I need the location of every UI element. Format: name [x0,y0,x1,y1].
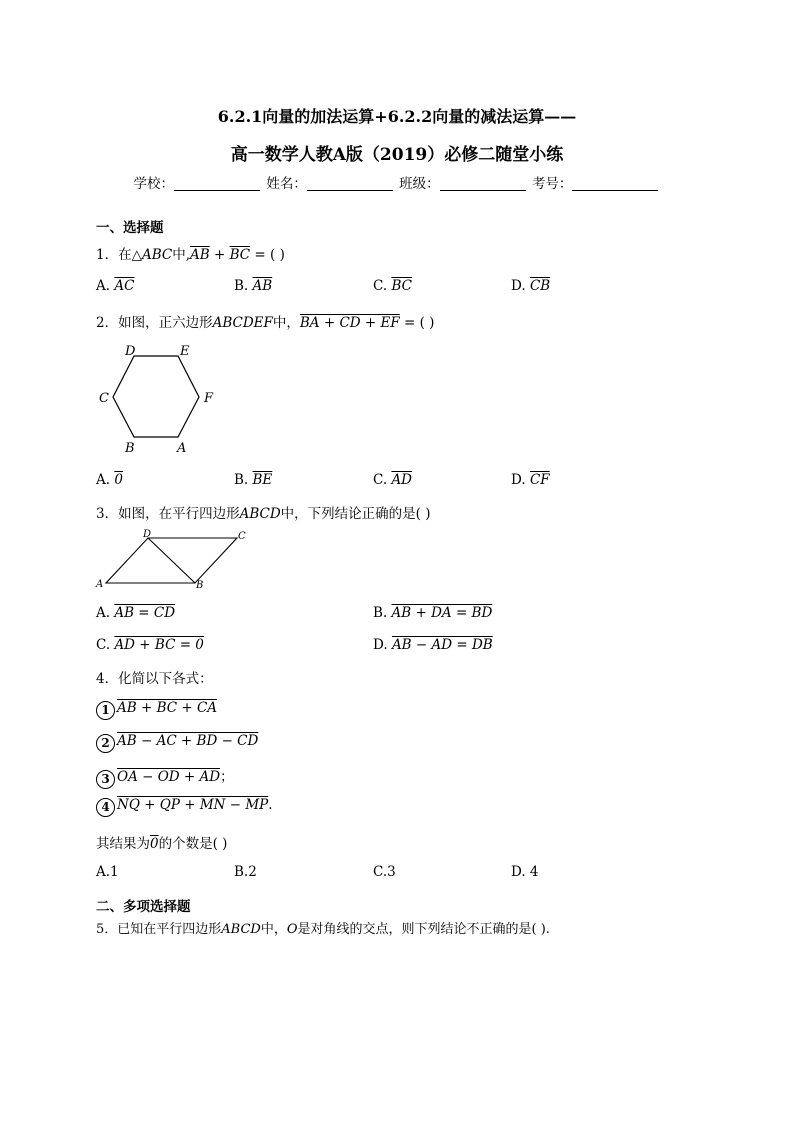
hex-label-a: A [177,441,187,456]
question-4-stem: 4．化简以下各式： [96,671,213,687]
parallelogram-figure [92,528,252,592]
q1-option-c[interactable]: C. $\overline{BC}$ [373,278,412,294]
para-label-a: A [96,579,104,590]
q2-option-b[interactable]: B. $\overline{BE}$ [234,472,273,488]
q4-option-c[interactable]: C.3 [373,864,396,880]
section-1-heading: 一、选择题 [96,220,164,236]
school-label: 学校： [133,176,175,192]
circled-number-4: 4 [96,798,115,817]
question-1-stem: 1．在△ABC中$,\overline{AB} + \overline{BC}$ = ( ) [96,247,285,263]
q2-option-a[interactable]: A. 0 [96,472,123,488]
hex-label-e: E [180,344,190,359]
question-3-stem: 3．如图，在平行四边形ABCD中，下列结论正确的是( ) [96,506,431,522]
hex-label-f: F [204,391,214,406]
class-label: 班级： [399,176,440,192]
school-blank[interactable] [174,176,260,191]
section-2-heading: 二、多项选择题 [96,899,191,915]
student-info-row [0,172,794,192]
q3-option-c[interactable]: C. AD + BC = 0 [96,637,204,653]
q1-option-b[interactable]: B. $\overline{AB}$ [234,278,273,294]
circled-number-3: 3 [96,770,115,789]
hex-label-d: D [125,344,136,359]
q4-item-3: 3 OA − OD + AD； [96,765,234,789]
para-label-c: C [238,531,246,542]
circled-number-2: 2 [96,734,115,753]
hex-label-c: C [99,391,109,406]
para-label-d: D [143,529,152,540]
para-label-b: B [196,580,204,591]
q4-item-2: 2 AB − AC + BD − CD [96,733,258,753]
q4-option-b[interactable]: B.2 [234,864,257,880]
q4-option-d[interactable]: D. 4 [511,864,539,880]
q2-option-c[interactable]: C. $\overline{AD}$ [373,472,413,488]
question-2-stem: 2．如图，正六边形ABCDEF中，BA + CD + EF = ( ) [96,315,435,331]
q4-result-line: 其结果为0的个数是( ) [96,836,228,852]
hexagon-figure [96,340,226,458]
title-line-1: 6.2.1向量的加法运算+6.2.2向量的减法运算—— [217,107,577,126]
exam-no-blank[interactable] [572,176,658,191]
q2-option-d[interactable]: D. $\overline{CF}$ [511,472,550,488]
class-blank[interactable] [440,176,526,191]
q1-option-a[interactable]: A. $\overline{AC}$ [96,278,135,294]
question-5-stem: 5．已知在平行四边形ABCD中，O是对角线的交点，则下列结论不正确的是( ). [96,922,550,937]
exam-no-label: 考号： [531,176,573,192]
title-line-2: 高一数学人教A版（2019）必修二随堂小练 [230,145,564,165]
q4-item-1: 1 AB + BC + CA [96,700,217,720]
name-blank[interactable] [307,176,393,191]
q3-option-d[interactable]: D. AB − AD = DB [373,637,493,653]
q3-option-a[interactable]: A. AB = CD [96,605,176,621]
circled-number-1: 1 [96,701,115,720]
q4-option-a[interactable]: A.1 [96,864,119,880]
hex-label-b: B [125,441,135,456]
name-label: 姓名： [266,176,307,192]
q1-option-d[interactable]: D. $\overline{CB}$ [511,278,551,294]
q3-option-b[interactable]: B. AB + DA = BD [373,605,493,621]
q4-item-4: 4 NQ + QP + MN − MP. [96,797,273,817]
